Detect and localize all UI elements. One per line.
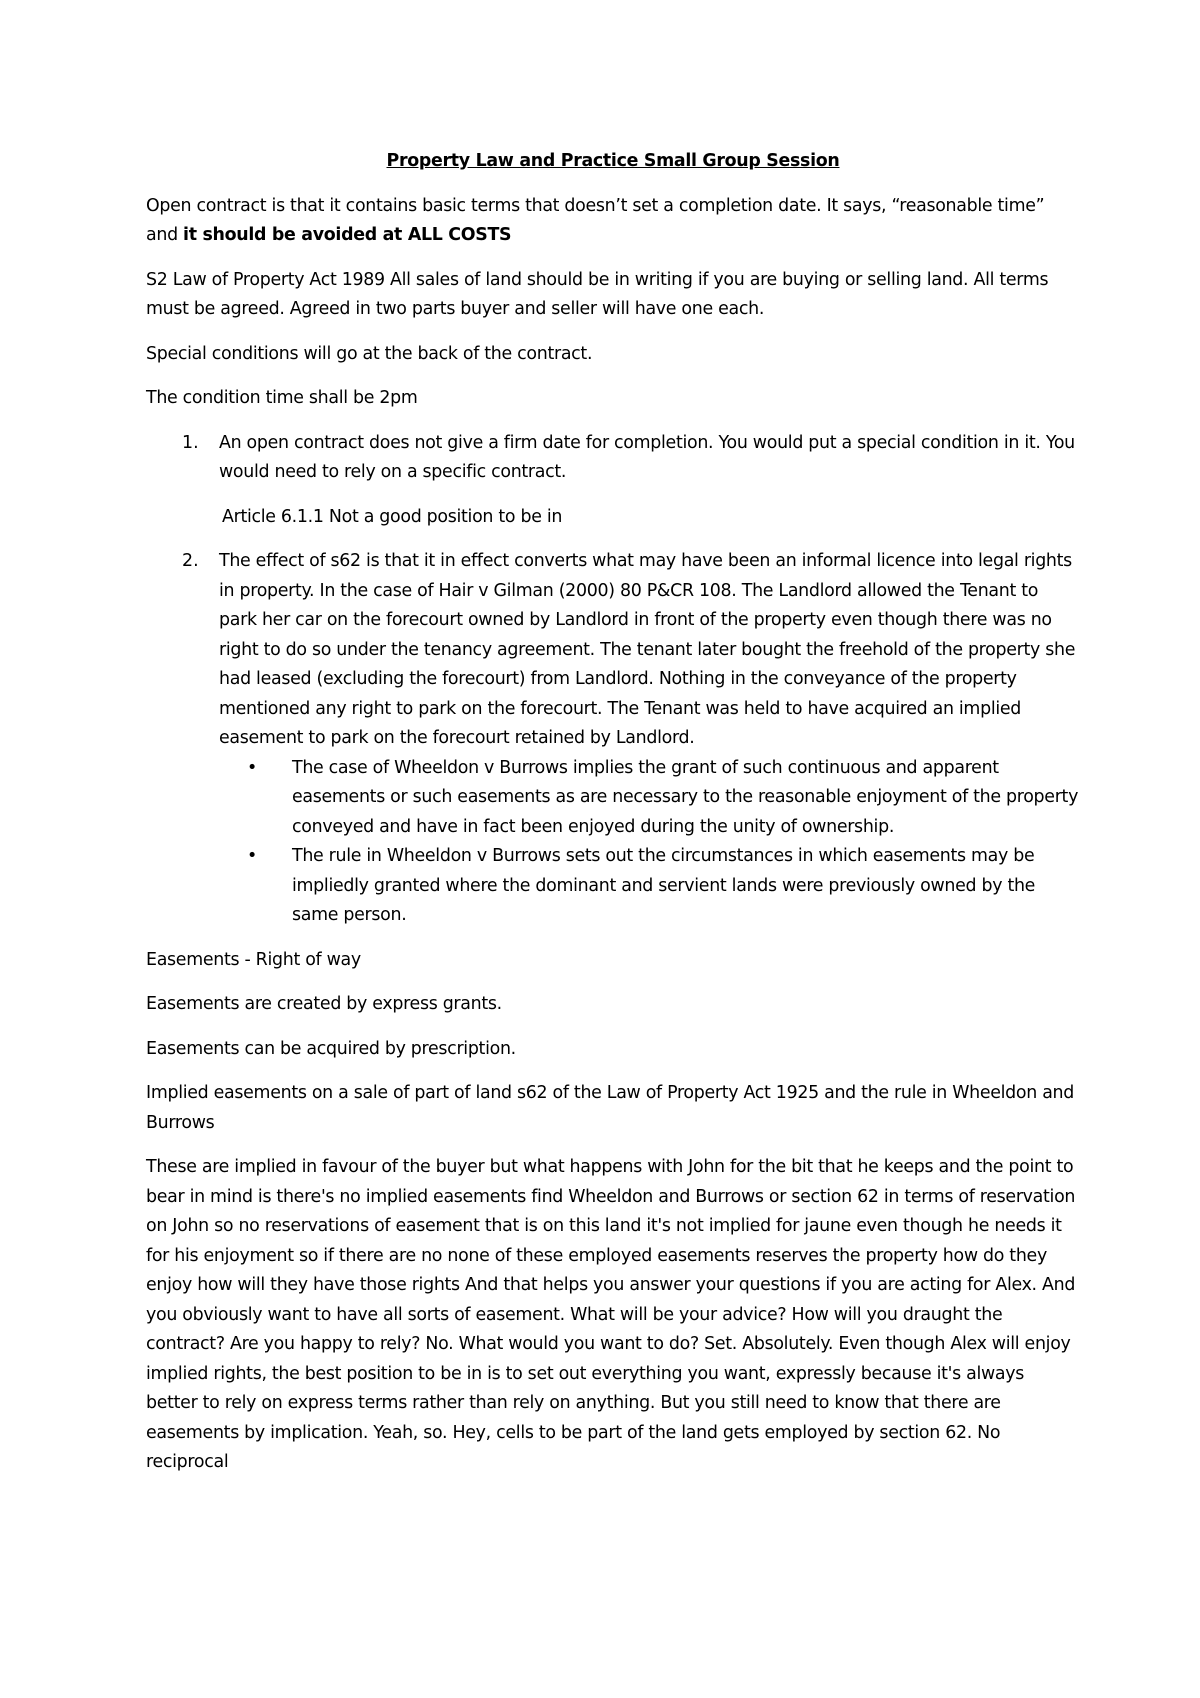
list-item [146,547,1080,754]
paragraph-condition-time: The condition time shall be 2pm [146,388,418,408]
paragraph-express-grants: Easements are created by express grants. [146,994,502,1014]
paragraph-special-conditions: Special conditions will go at the back of the contract. [146,343,593,364]
document-title: Property Law and Practice Small Group Session [386,151,840,171]
bullet-item [219,754,1080,843]
paragraph-implied-easements: Implied easements on a sale of part of land s62 of the Law of Property Act 1925 and the rule in Wheeldon and Burrows [146,1083,1075,1133]
bullet-marker: • [247,757,258,778]
paragraph-john-reservation: These are implied in favour of the buyer but what happens with John for the bit that he keeps and the point to bear in mind is there's no implied easements find Wheeldon and Burrows or section 62 in terms of reservation on John so no reservations of easement that is on this land it's not implied for jaune even though he needs it for his enjoyment so if there are no none of these employed easements reserves the property how do they enjoy how will they have those rights And that helps you answer your questions if you are acting for Alex. And you obviously want to have all sorts of easement. What will be your advice? How will you draught the contract? Are you happy to rely? No. What would you want to do? Set. Absolutely. Even though Alex will enjoy implied rights, the best position to be in is to set out everything you want, expressly because it's always better to rely on express terms rather than rely on anything. But you still need to know that there are easements by implication. Yeah, so. Hey, cells to be part of the land gets employed by section 62. No reciprocal [146,1157,1076,1472]
paragraph-right-of-way: Easements - Right of way [146,949,361,970]
paragraph-prescription: Easements can be acquired by prescription. [146,1038,516,1059]
paragraph-open-contract-emphasis: it should be avoided at ALL COSTS [183,225,512,245]
list-item-number: 1. [182,432,199,453]
paragraph-open-contract-text: Open contract is that it contains basic terms that doesn’t set a completion date. It says, “reasonable time” and [146,195,1045,245]
paragraph-s2-lpa: S2 Law of Property Act 1989 All sales of land should be in writing if you are buying or selling land. All terms must be agreed. Agreed in two parts buyer and seller will have one each. [146,269,1049,319]
bullet-list [219,754,1080,931]
bullet-text: The rule in Wheeldon v Burrows sets out the circumstances in which easements may be impliedly granted where the dominant and servient lands were previously owned by the same person. [292,846,1036,925]
bullet-item [219,842,1080,931]
paragraph-open-contract [146,192,1080,251]
bullet-marker: • [247,846,258,866]
bullet-text: The case of Wheeldon v Burrows implies the grant of such continuous and apparent easements or such easements as are necessary to the reasonable enjoyment of the property conveyed and have in fact been enjoyed during the unity of ownership. [292,757,1079,837]
list-item-text: The effect of s62 is that it in effect converts what may have been an informal licence into legal rights in property. In the case of Hair v Gilman (2000) 80 P&CR 108. The Landlord allowed the Tenant to park her car on the forecourt owned by Landlord in front of the property even though there was no right to do so under the tenancy agreement. The tenant later bought the freehold of the property she had leased (excluding the forecourt) from Landlord. Nothing in the conveyance of the property mentioned any right to park on the forecourt. The Tenant was held to have acquired an implied easement to park on the forecourt retained by Landlord. [219,551,1076,748]
article-note: Article 6.1.1 Not a good position to be in [222,506,563,527]
list-item [146,429,1080,488]
list-item-number: 2. [182,551,199,571]
list-item-text: An open contract does not give a firm date for completion. You would put a special condition in it. You would need to rely on a specific contract. [219,432,1075,482]
